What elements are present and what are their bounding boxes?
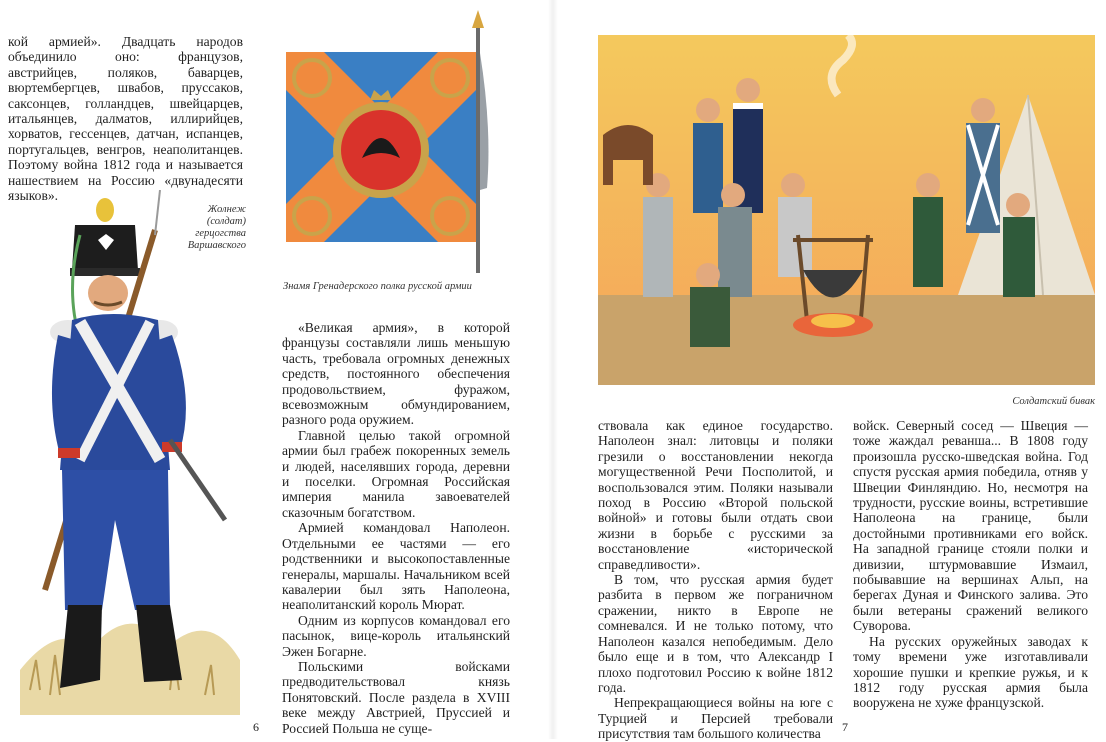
paragraph: Одним из корпусов командовал его пасынок, вице-король итальянский Эжен Богарне. [282,612,510,659]
right-column-2 [853,418,1088,711]
left-top-paragraph [8,34,243,203]
soldier-caption: Жолнеж (солдат) герцогства Варшавского [187,204,246,251]
paragraph: На русских оружейных заводах к тому времени уже изготавливали хорошие пушки и крепкие ружья, и к 1812 году русская армия была вооружена не хуже французской. [853,633,1088,711]
right-column-1 [598,418,833,742]
paragraph: ствовала как единое государство. Наполеон знал: литовцы и поляки грезили о восстановлении некогда могущественной Речи Посполитой, и воспользовался этим. Поляки называли поход в Россию «Второй польской войной» и готовы были отдать свои жизни в борьбе с русскими за восстановление «исторической справедливости». [598,418,833,572]
left-page [0,0,553,739]
paragraph: Непрекращающиеся войны на юге с Турцией и Персией требовали присутствия там большого количества [598,695,833,742]
paragraph: войск. Северный сосед — Швеция — тоже жаждал реванша... В 1808 году произошла русско-шведская война. Год спустя русская армия победила, отняв у Швеции Финляндию. Но, несмотря на трудности, русские воины, встретившие Наполеона на границе, были достойными противниками его войск. На западной границе стояли полки и дивизии, штурмовавшие Измаил, побывавшие на вершинах Альп, на берегах Дуная и Финского залива. Это были ветераны сражений великого Суворова. [853,418,1088,634]
paragraph: Польскими войсками предводительствовал князь Понятовский. После раздела в XVIII веке между Австрией, Пруссией и Россией Польша не суще- [282,658,510,736]
paragraph: В том, что русская армия будет разбита в первом же пограничном сражении, никто в Европе не сомневался. И не только потому, что Наполеон казался непобедимым. Дело было еще и в том, что Александр I плохо подготовил Россию к войне 1812 года. [598,572,833,695]
paragraph: Армией командовал Наполеон. Отдельными ее частями — его родственники и высокопоставленные генералы, маршалы. Начальником всей кавалерии был зять Наполеона, неаполитанский король Мюрат. [282,520,510,613]
page-number: 7 [842,720,848,734]
banner-illustration [282,8,502,278]
intro-paragraph: кой армией». Двадцать народов объединило оно: французов, австрийцев, поляков, баварцев, вюртембергцев, швабов, пруссаков, саксонцев, голландцев, швейцарцев, итальянцев, далматов, иллирийцев, хорватов, гессенцев, датчан, испанцев, португальцев, венгров, неаполитанцев. Поэтому война 1812 года и называется нашествием на Россию «двунадесяти языков». [8,34,243,204]
left-main-text [282,320,510,736]
right-page [553,0,1106,742]
paragraph: Главной целью такой огромной армии был грабеж покоренных земель и людей, населявших города, деревни и поселки. Огромная Российская империя манила завоевателей сказочным богатством. [282,427,510,520]
banner-caption: Знамя Гренадерского полка русской армии [283,281,472,292]
page-number: 6 [253,720,259,734]
bivouac-illustration [598,35,1095,385]
bivouac-caption: Солдатский бивак [1012,396,1095,407]
paragraph: «Великая армия», в которой французы составляли лишь меньшую часть, требовала огромных денежных средств, постоянного обеспечения продовольствием, фуражом, всевозможным обмундированием, разного рода оружием. [282,320,510,428]
soldier-illustration [20,190,240,715]
